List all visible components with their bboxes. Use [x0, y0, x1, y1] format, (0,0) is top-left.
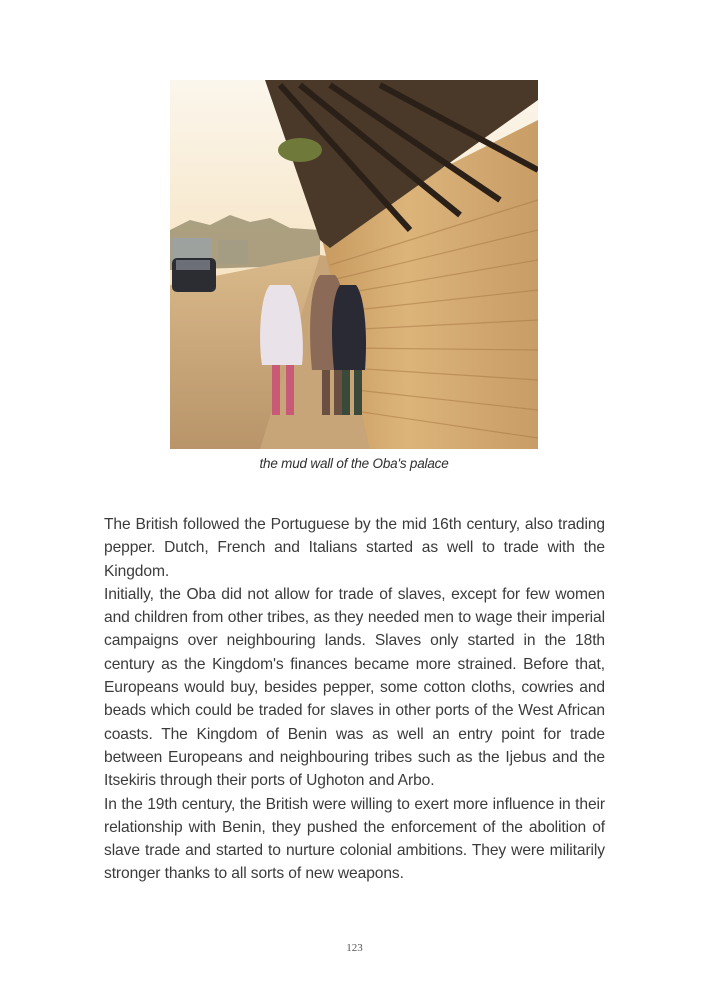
photo-caption: the mud wall of the Oba's palace: [259, 456, 449, 471]
mud-wall-photo: [170, 80, 538, 449]
leaves: [278, 138, 322, 162]
paragraph: Initially, the Oba did not allow for trade of slaves, except for few women and children from other tribes, as they needed men to wage their imperial campaigns over neighbouring lands. Slaves only started in the 18th century as the Kingdom's finances became more strained. Before that, Europeans would buy, besides pepper, some cotton cloths, cowries and beads which could be traded for slaves in other ports of the West African coasts. The Kingdom of Benin was as well an entry point for trade between Europeans and neighbouring tribes such as the Ijebus and the Itsekiris through their ports of Ughoton and Arbo.: [104, 585, 605, 790]
car-window: [176, 260, 210, 270]
house: [218, 240, 248, 264]
paragraph: In the 19th century, the British were willing to exert more influence in their relationship with Benin, they pushed the enforcement of the abolition of slave trade and started to nurture colonial ambitions. They were militarily stronger thanks to all sorts of new weapons.: [104, 795, 605, 883]
page-number: 123: [346, 942, 363, 954]
paragraph: The British followed the Portuguese by the mid 16th century, also trading pepper. Dutch, French and Italians started as well to trade with the Kingdom.: [104, 516, 605, 580]
body-text: [104, 513, 605, 886]
